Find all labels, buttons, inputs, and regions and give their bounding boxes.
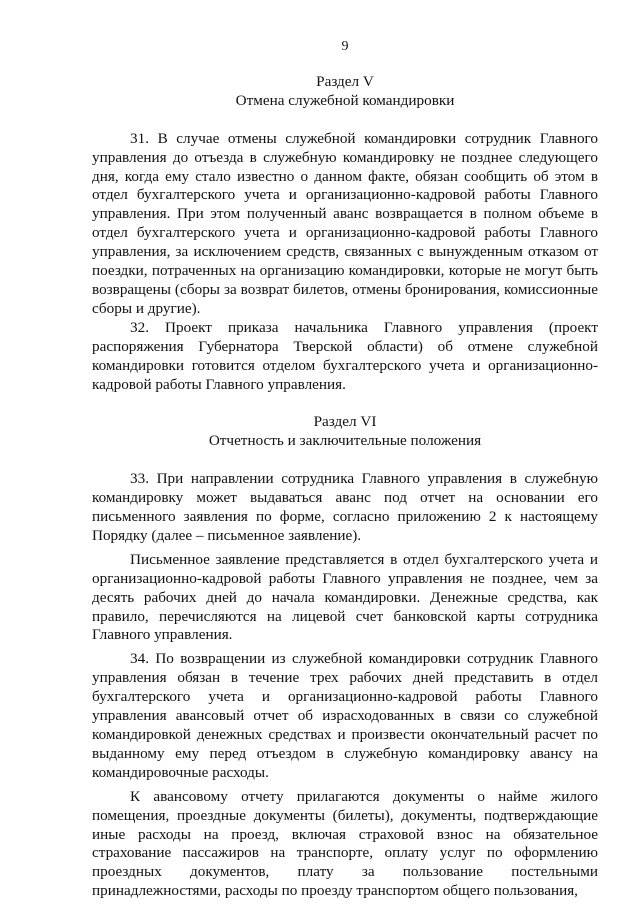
paragraph-33: 33. При направлении сотрудника Главного управления в служебную командировку может выдаваться аванс под отчет на основании его письменного заявления по форме, согласно приложению 2 к настоящему Порядку (далее – письменное заявление). [92,470,598,544]
paragraph-advance-report: К авансовому отчету прилагаются документы о найме жилого помещения, проездные документы (билеты), документы, подтверждающие иные расходы на проезд, включая страховой взнос на обязательное страхование пассажиров на транспорте, оплату услуг по оформлению проездных документов, плату за пользование постельными принадлежностями, расходы по проезду транспортом общего пользования, [92,787,598,900]
section-6-title: Отчетность и заключительные положения [208,432,482,450]
paragraph-31: 31. В случае отмены служебной командировки сотрудник Главного управления до отъезда в служебную командировку не позднее следующего дня, когда ему стало известно о данном факте, обязан сообщить об этом в отдел бухгалтерского учета и организационно-кадровой работы Главного управления. При этом полученный аванс возвращается в полном объеме в отдел бухгалтерского учета и организационно-кадровой работы Главного управления, за исключением средств, связанных с вынужденным отказом от поездки, потраченных на организацию командировки, которые не могут быть возвращены (сборы за возврат билетов, отмены бронирования, комиссионные сборы и другие). [92,129,598,317]
paragraph-written-application: Письменное заявление представляется в отдел бухгалтерского учета и организационно-кадровой работы Главного управления не позднее, чем за десять рабочих дней до начала командировки. Денежные средства, как правило, перечисляются на лицевой счет банковской карты сотрудника Главного управления. [92,550,598,644]
paragraph-32: 32. Проект приказа начальника Главного управления (проект распоряжения Губернатора Тверской области) об отмене служебной командировки готовится отделом бухгалтерского учета и организационно-кадровой работы Главного управления. [92,318,598,393]
section-6-heading: Раздел VI [313,413,377,431]
section-5-title: Отмена служебной командировки [235,91,455,109]
document-page [92,30,598,901]
paragraph-34: 34. По возвращении из служебной командировки сотрудник Главного управления обязан в течение трех рабочих дней представить в отдел бухгалтерского учета и организационно-кадровой работы Главного управления авансовый отчет об израсходованных в связи со служебной командировкой денежных средствах и произвести окончательный расчет по выданному ему перед отъездом в служебную командировку авансу на командировочные расходы. [92,650,598,781]
section-5-heading: Раздел V [316,72,374,90]
page-number: 9 [341,39,349,54]
